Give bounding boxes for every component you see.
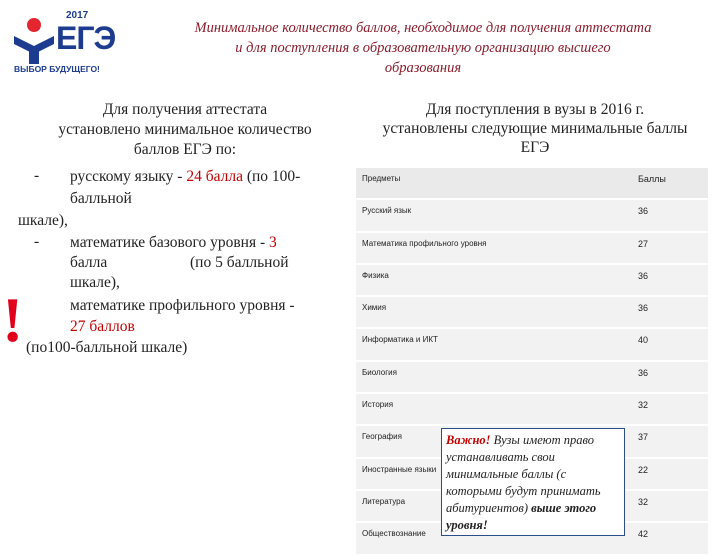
item-text: (по 100-: [242, 168, 301, 185]
heading-line: Для поступления в вузы в 2016 г.: [425, 101, 645, 118]
row-subject: Химия: [362, 303, 387, 313]
list-dash: -: [34, 233, 40, 250]
table-row: [356, 200, 708, 232]
header-subject: Предметы: [362, 174, 401, 183]
row-score: 32: [638, 496, 649, 507]
heading-line: ЕГЭ: [520, 139, 550, 156]
row-score: 36: [638, 303, 649, 314]
math-profile-min-score: 27 баллов: [70, 318, 135, 335]
title-line: и для поступления в образовательную организацию высшего: [235, 40, 611, 56]
heading-line: баллов ЕГЭ по:: [133, 141, 237, 158]
table-row: [356, 329, 708, 361]
table-row: [356, 362, 708, 394]
row-subject: Русский язык: [362, 206, 412, 216]
logo-year: 2017: [66, 10, 89, 21]
row-score: 40: [638, 335, 649, 346]
item-text: балла: [70, 254, 108, 271]
heading-line: Для получения аттестата: [102, 101, 268, 118]
table-row: [356, 233, 708, 265]
row-subject: Иностранные языки: [362, 464, 437, 474]
row-score: 37: [638, 432, 649, 443]
row-score: 36: [638, 367, 649, 378]
row-score: 36: [638, 206, 649, 217]
table-header-row: [356, 168, 708, 200]
table-row: [356, 297, 708, 329]
title-line: Минимальное количество баллов, необходимое для получения аттестата: [194, 20, 652, 36]
item-text: математике базового уровня -: [70, 234, 269, 251]
ege-logo: [12, 10, 130, 76]
note-emphasis: выше этого уровня!: [446, 501, 597, 532]
list-dash: -: [34, 167, 40, 184]
page-title: [138, 18, 708, 78]
item-text: русскому языку -: [70, 168, 187, 185]
important-note: [441, 428, 625, 536]
row-subject: Биология: [362, 367, 397, 377]
row-subject: Информатика и ИКТ: [362, 335, 438, 345]
admission-heading: [360, 100, 710, 157]
note-text: Вузы имеют право устанавливать свои минимальные баллы (с которыми будут принимать абитуриентов): [446, 433, 601, 515]
item-text: (по 5 балльной: [190, 254, 289, 271]
table-row: [356, 394, 708, 426]
item-text: шкале),: [70, 274, 120, 291]
russian-requirement: [70, 167, 340, 187]
row-subject: Математика профильного уровня: [362, 238, 487, 248]
table-row: [356, 265, 708, 297]
row-subject: Обществознание: [362, 529, 426, 539]
row-score: 42: [638, 529, 649, 540]
title-line: образования: [384, 60, 462, 76]
row-subject: Физика: [362, 270, 389, 280]
math-base-min-score: 3: [269, 234, 277, 251]
header-score: Баллы: [638, 174, 666, 184]
math-profile-requirement: математике профильного уровня -: [70, 297, 295, 314]
exclamation-icon: !: [2, 284, 24, 355]
item-text: балльной: [70, 190, 132, 207]
ege-logo-figure-icon: [12, 16, 56, 64]
logo-slogan: ВЫБОР БУДУЩЕГО!: [14, 64, 100, 74]
heading-line: установлено минимальное количество: [58, 121, 312, 138]
heading-line: установлены следующие минимальные баллы: [382, 120, 688, 137]
math-base-requirement: [70, 233, 340, 253]
row-score: 22: [638, 464, 649, 475]
item-text: (по100-балльной шкале): [26, 339, 188, 356]
row-score: 36: [638, 270, 649, 281]
item-text: шкале),: [18, 212, 68, 229]
logo-name: ЕГЭ: [56, 20, 116, 56]
row-subject: История: [362, 400, 394, 410]
row-subject: Литература: [362, 496, 406, 506]
row-score: 27: [638, 238, 649, 249]
note-label: Важно!: [446, 433, 491, 447]
row-subject: География: [362, 432, 402, 442]
row-score: 32: [638, 400, 649, 411]
russian-min-score: 24 балла: [186, 168, 243, 185]
certificate-heading: [20, 100, 350, 160]
